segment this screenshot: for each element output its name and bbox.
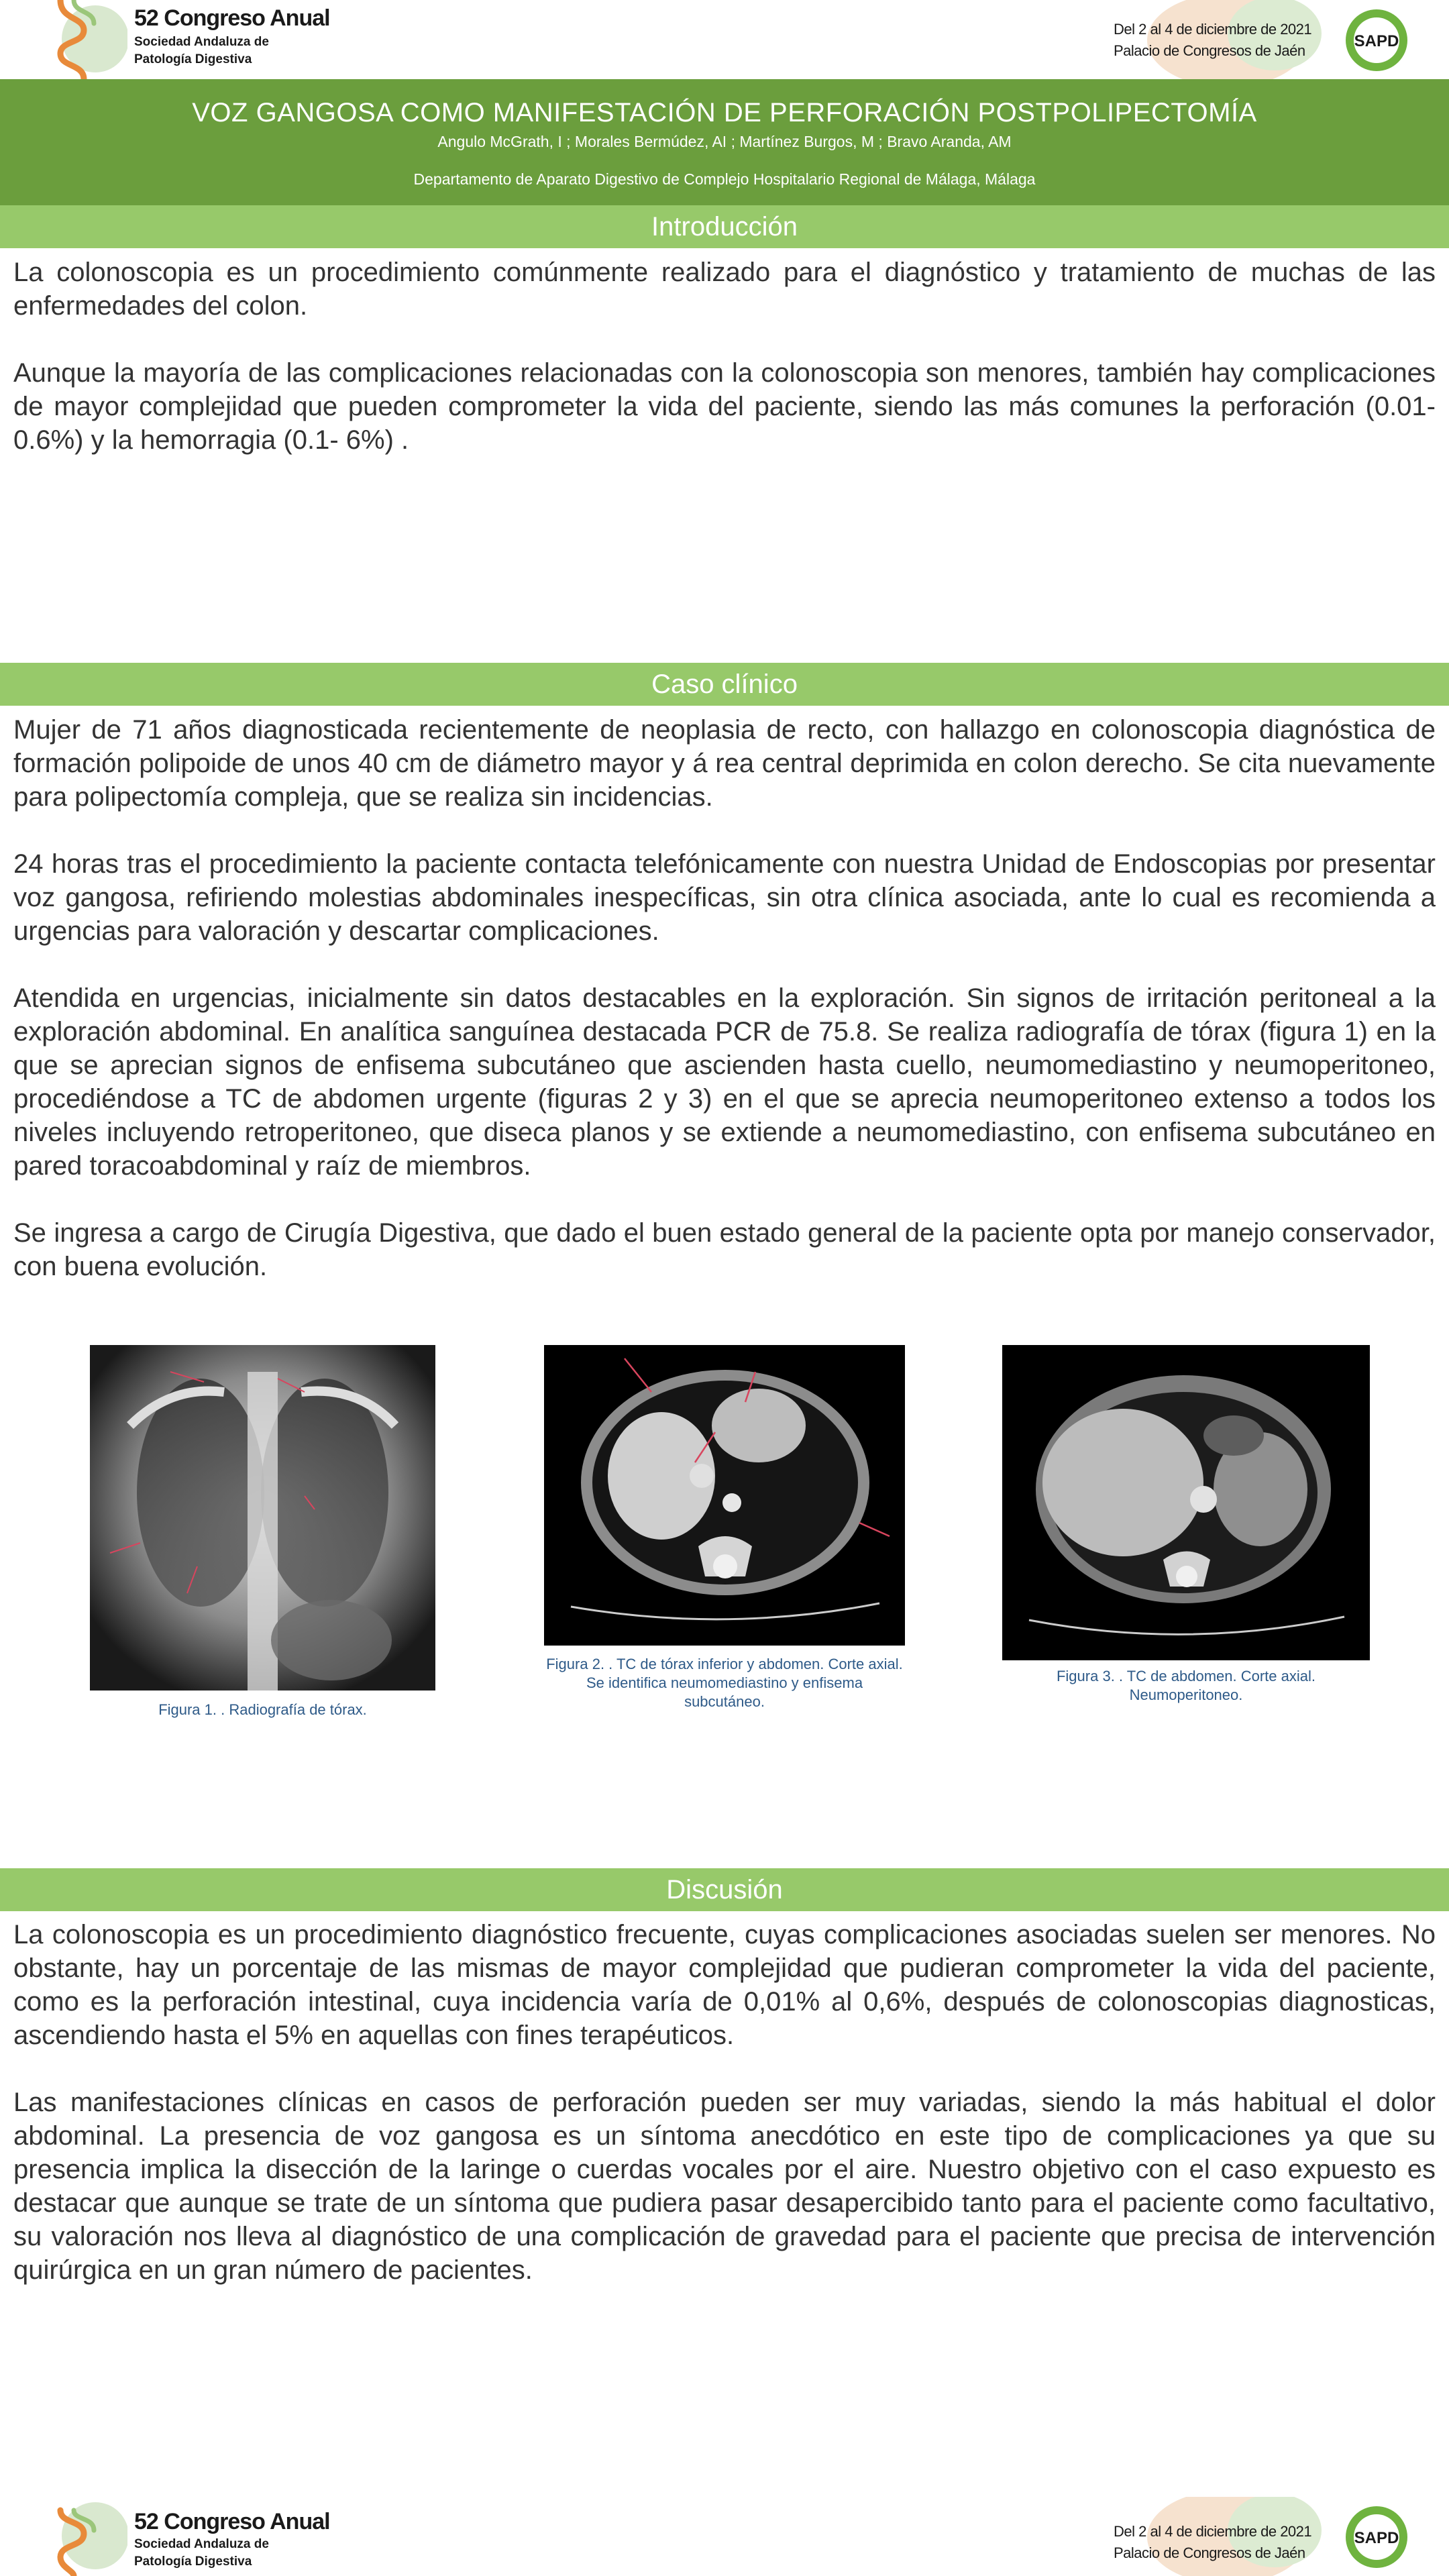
society-line-2: Patología Digestiva bbox=[134, 52, 252, 66]
figure-3 bbox=[1002, 1345, 1370, 1721]
figure-2 bbox=[544, 1345, 905, 1721]
chest-xray-image bbox=[90, 1345, 435, 1690]
authors: Angulo McGrath, I ; Morales Bermúdez, AI ; Martínez Burgos, M ; Bravo Aranda, AM bbox=[437, 133, 1012, 150]
congress-logo-footer bbox=[47, 2497, 329, 2576]
case-paragraph: 24 horas tras el procedimiento la paciente contacta telefónicamente con nuestra Unidad de Endoscopias por presentar voz gangosa, refiriendo molestias abdominales inespecíficas, sin otra clínica asociada, ante lo cual es recomienda a urgencias para valoración y descartar complicaciones. bbox=[13, 849, 1436, 946]
sapd-seal-text: SAPD bbox=[1354, 32, 1399, 50]
congress-title-footer: 52 Congreso Anual bbox=[134, 2509, 330, 2534]
event-dates-line: Del 2 al 4 de diciembre de 2021 bbox=[1114, 2523, 1312, 2540]
congress-title: 52 Congreso Anual bbox=[134, 5, 330, 31]
society-line-1: Sociedad Andaluza de bbox=[134, 35, 269, 49]
event-venue-line: Palacio de Congresos de Jaén bbox=[1114, 2544, 1305, 2561]
case-paragraph: Atendida en urgencias, inicialmente sin datos destacables en la exploración. Sin signos de irritación peritoneal a la exploración abdominal. En analítica sanguínea destacada PCR de 75.8. Se realiza radiografía de tórax (figura 1) en la que se aprecian signos de enfisema subcutáneo que ascienden hasta cuello, neumomediastino y neumoperitoneo, procediéndose a TC de abdomen urgente (figuras 2 y 3) en el que se aprecia neumoperitoneo extenso a todos los niveles incluyendo retroperitoneo, que diseca planos y se extiende a neumomediastino, con enfisema subcutáneo en pared toracoabdominal y raíz de miembros. bbox=[13, 983, 1436, 1181]
intestine-logo-icon bbox=[47, 2497, 127, 2576]
ct-abdomen-image bbox=[1002, 1345, 1370, 1660]
event-venue-line: Palacio de Congresos de Jaén bbox=[1114, 42, 1305, 59]
society-name-footer bbox=[134, 2536, 269, 2571]
event-dates-line: Del 2 al 4 de diciembre de 2021 bbox=[1114, 21, 1312, 38]
case-paragraph: Mujer de 71 años diagnosticada recientemente de neoplasia de recto, con hallazgo en colonoscopia diagnóstica de formación polipoide de unos 40 cm de diámetro mayor y á rea central deprimida en colon derecho. Se cita nuevamente para polipectomía compleja, que se realiza sin incidencias. bbox=[13, 715, 1436, 812]
intestine-logo-icon bbox=[47, 0, 127, 79]
intro-paragraph: Aunque la mayoría de las complicaciones relacionadas con la colonoscopia son menores, también hay complicaciones de mayor complejidad que pueden comprometer la vida del paciente, siendo las más comunes la perforación (0.01- 0.6%) y la hemorragia (0.1- 6%) . bbox=[13, 358, 1436, 455]
section-heading-intro: Introducción bbox=[0, 205, 1449, 248]
poster-title: VOZ GANGOSA COMO MANIFESTACIÓN DE PERFORACIÓN POSTPOLIPECTOMÍA bbox=[192, 98, 1257, 127]
section-heading-discussion: Discusión bbox=[0, 1868, 1449, 1911]
discussion-text bbox=[13, 1918, 1436, 2320]
sapd-seal-text: SAPD bbox=[1354, 2529, 1399, 2547]
event-dates bbox=[1114, 19, 1311, 62]
affiliation: Departamento de Aparato Digestivo de Complejo Hospitalario Regional de Málaga, Málaga bbox=[413, 170, 1036, 188]
society-line-2: Patología Digestiva bbox=[134, 2555, 252, 2569]
figure-2-caption: Figura 2. . TC de tórax inferior y abdomen. Corte axial. Se identifica neumomediastino y enfisema subcutáneo. bbox=[546, 1656, 903, 1710]
intro-paragraph: La colonoscopia es un procedimiento comúnmente realizado para el diagnóstico y tratamiento de muchas de las enfermedades del colon. bbox=[13, 258, 1436, 321]
congress-logo bbox=[47, 0, 329, 79]
case-paragraph: Se ingresa a cargo de Cirugía Digestiva, que dado el buen estado general de la paciente opta por manejo conservador, con buena evolución. bbox=[13, 1218, 1436, 1281]
event-info bbox=[1100, 0, 1409, 79]
header-bar bbox=[0, 0, 1449, 79]
event-info-footer bbox=[1100, 2497, 1409, 2576]
section-heading-case: Caso clínico bbox=[0, 663, 1449, 706]
figure-1 bbox=[90, 1345, 435, 1727]
case-text bbox=[13, 713, 1436, 1317]
event-dates-footer bbox=[1114, 2521, 1311, 2564]
figure-1-caption: Figura 1. . Radiografía de tórax. bbox=[158, 1701, 367, 1718]
ct-thorax-image bbox=[544, 1345, 905, 1646]
footer-bar bbox=[0, 2493, 1449, 2576]
sapd-seal-icon bbox=[1344, 2505, 1409, 2569]
discussion-paragraph: La colonoscopia es un procedimiento diagnóstico frecuente, cuyas complicaciones asociadas suelen ser menores. No obstante, hay un porcentaje de las mismas de mayor complejidad que pudieran comprometer la vida del paciente, como es la perforación intestinal, cuya incidencia varía de 0,01% al 0,6%, después de colonoscopias diagnosticas, ascendiendo hasta el 5% en aquellas con fines terapéuticos. bbox=[13, 1920, 1436, 2050]
society-name bbox=[134, 34, 269, 68]
intro-text bbox=[13, 256, 1436, 490]
discussion-paragraph: Las manifestaciones clínicas en casos de perforación pueden ser muy variadas, siendo la más habitual el dolor abdominal. La presencia de voz gangosa es un síntoma anecdótico en este tipo de complicaciones ya que su presencia implica la disección de la laringe o cuerdas vocales por el aire. Nuestro objetivo con el caso expuesto es destacar que aunque se trate de un síntoma que pudiera pasar desapercibido tanto para el paciente como facultativo, su valoración nos lleva al diagnóstico de una complicación de gravedad para el paciente que precisa de intervención quirúrgica en un gran número de pacientes. bbox=[13, 2088, 1436, 2285]
title-band bbox=[0, 79, 1449, 205]
figure-3-caption: Figura 3. . TC de abdomen. Corte axial. Neumoperitoneo. bbox=[1056, 1668, 1316, 1703]
sapd-seal-icon bbox=[1344, 8, 1409, 72]
society-line-1: Sociedad Andaluza de bbox=[134, 2537, 269, 2551]
